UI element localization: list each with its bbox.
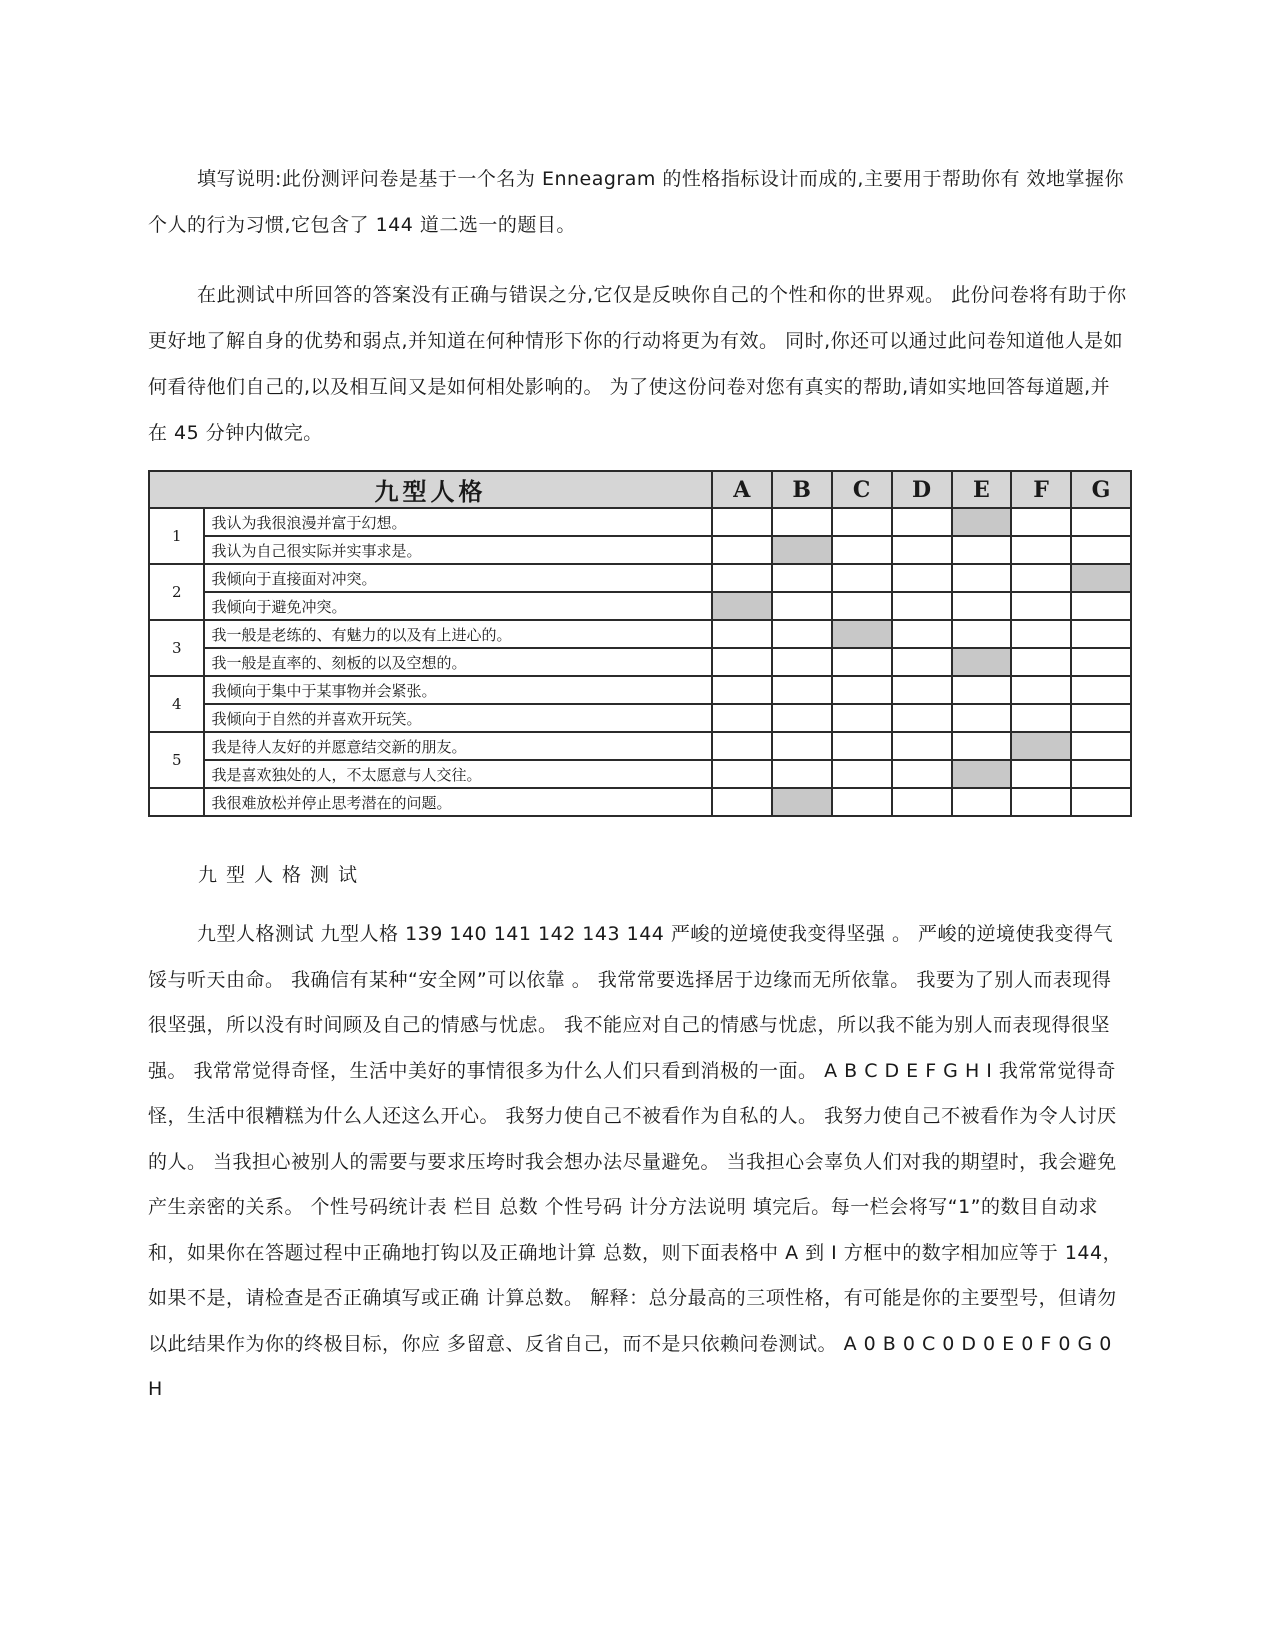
table-row bbox=[149, 648, 1131, 676]
answer-cell-d bbox=[892, 732, 952, 760]
statement-cell: 我倾向于集中于某事物并会紧张。 bbox=[204, 676, 711, 704]
instructions-paragraph: 填写说明:此份测评问卷是基于一个名为 Enneagram 的性格指标设计而成的,主要用于帮助你有 效地掌握你个人的行为习惯,它包含了 144 道二选一的题目。 bbox=[148, 168, 1125, 236]
answer-cell-d bbox=[892, 676, 952, 704]
answer-cell-c bbox=[832, 732, 892, 760]
answer-cell-e bbox=[952, 732, 1012, 760]
statement-cell: 我一般是直率的、刻板的以及空想的。 bbox=[204, 648, 711, 676]
section-heading: 九型人格测试 bbox=[198, 864, 367, 886]
statement-cell: 我倾向于避免冲突。 bbox=[204, 592, 711, 620]
answer-cell-b bbox=[772, 676, 832, 704]
answer-cell-b bbox=[772, 760, 832, 788]
answer-cell-d bbox=[892, 592, 952, 620]
answer-cell-g bbox=[1071, 592, 1131, 620]
answer-cell-f bbox=[1011, 704, 1071, 732]
answer-cell-c bbox=[832, 648, 892, 676]
answer-cell-c bbox=[832, 704, 892, 732]
worksheet-table bbox=[148, 470, 1132, 817]
answer-cell-e bbox=[952, 620, 1012, 648]
answer-cell-b bbox=[772, 704, 832, 732]
statement-cell: 我认为自己很实际并实事求是。 bbox=[204, 536, 711, 564]
column-header-g: G bbox=[1071, 471, 1131, 508]
answer-cell-g bbox=[1071, 648, 1131, 676]
table-row bbox=[149, 732, 1131, 760]
answer-cell-f bbox=[1011, 788, 1071, 816]
table-row bbox=[149, 508, 1131, 536]
question-number: 5 bbox=[149, 732, 204, 788]
answer-cell-d bbox=[892, 648, 952, 676]
answer-cell-a bbox=[712, 508, 772, 536]
table-row bbox=[149, 536, 1131, 564]
answer-cell-b bbox=[772, 732, 832, 760]
table-row bbox=[149, 788, 1131, 816]
answer-cell-g bbox=[1071, 564, 1131, 592]
statement-cell: 我是喜欢独处的人，不太愿意与人交往。 bbox=[204, 760, 711, 788]
answer-cell-a bbox=[712, 536, 772, 564]
table-row bbox=[149, 564, 1131, 592]
disclaimer-paragraph: 在此测试中所回答的答案没有正确与错误之分,它仅是反映你自己的个性和你的世界观。 此份问卷将有助于你更好地了解自身的优势和弱点,并知道在何种情形下你的行动将更为有效。 同时,你还可以通过此问卷知道他人是如何看待他们自己的,以及相互间又是如何相处影响的。 为了使这份问卷对您有真实的帮助,请如实地回答每道题,并在 45 分钟内做完。 bbox=[148, 284, 1127, 444]
answer-cell-e bbox=[952, 536, 1012, 564]
worksheet-header-row bbox=[149, 471, 1131, 508]
answer-cell-b bbox=[772, 620, 832, 648]
statement-cell: 我认为我很浪漫并富于幻想。 bbox=[204, 508, 711, 536]
column-header-a: A bbox=[712, 471, 772, 508]
answer-cell-g bbox=[1071, 676, 1131, 704]
answer-cell-a bbox=[712, 704, 772, 732]
answer-cell-g bbox=[1071, 760, 1131, 788]
answer-cell-c bbox=[832, 536, 892, 564]
answer-cell-d bbox=[892, 536, 952, 564]
answer-cell-f bbox=[1011, 620, 1071, 648]
answer-cell-e bbox=[952, 648, 1012, 676]
answer-cell-c bbox=[832, 676, 892, 704]
table-row bbox=[149, 620, 1131, 648]
answer-cell-c bbox=[832, 508, 892, 536]
answer-cell-a bbox=[712, 648, 772, 676]
statement-cell: 我是待人友好的并愿意结交新的朋友。 bbox=[204, 732, 711, 760]
answer-cell-b bbox=[772, 564, 832, 592]
statement-cell: 我倾向于自然的并喜欢开玩笑。 bbox=[204, 704, 711, 732]
answer-cell-e bbox=[952, 704, 1012, 732]
table-row bbox=[149, 760, 1131, 788]
answer-cell-d bbox=[892, 760, 952, 788]
answer-cell-d bbox=[892, 788, 952, 816]
worksheet-title: 九型人格 bbox=[149, 471, 712, 508]
answer-cell-d bbox=[892, 564, 952, 592]
column-header-e: E bbox=[952, 471, 1012, 508]
answer-cell-c bbox=[832, 620, 892, 648]
answer-cell-a bbox=[712, 788, 772, 816]
column-header-b: B bbox=[772, 471, 832, 508]
answer-cell-a bbox=[712, 732, 772, 760]
answer-cell-e bbox=[952, 676, 1012, 704]
answer-cell-b bbox=[772, 648, 832, 676]
answer-cell-d bbox=[892, 508, 952, 536]
answer-cell-g bbox=[1071, 704, 1131, 732]
answer-cell-g bbox=[1071, 732, 1131, 760]
statement-cell: 我一般是老练的、有魅力的以及有上进心的。 bbox=[204, 620, 711, 648]
statement-cell: 我很难放松并停止思考潜在的问题。 bbox=[204, 788, 711, 816]
answer-cell-c bbox=[832, 564, 892, 592]
question-number bbox=[149, 788, 204, 816]
table-row bbox=[149, 676, 1131, 704]
answer-cell-f bbox=[1011, 536, 1071, 564]
column-header-d: D bbox=[892, 471, 952, 508]
answer-cell-b bbox=[772, 536, 832, 564]
body-text: 九型人格测试 九型人格 139 140 141 142 143 144 严峻的逆境使我变得坚强 。 严峻的逆境使我变得气馁与听天由命。 我确信有某种“安全网”可以依靠 。 我常常要选择居于边缘而无所依靠。 我要为了别人而表现得很坚强，所以没有时间顾及自己的情感与忧虑。 我不能应对自己的情感与忧虑，所以我不能为别人而表现得很坚强。 我常常觉得奇怪，生活中美好的事情很多为什么人们只看到消极的一面。 A B C D E F G H I 我常常觉得奇怪，生活中很糟糕为什么人还这么开心。 我努力使自己不被看作为自私的人。 我努力使自己不被看作为令人讨厌的人。 当我担心被别人的需要与要求压垮时我会想办法尽量避免。 当我担心会辜负人们对我的期望时，我会避免产生亲密的关系。 个性号码统计表 栏目 总数 个性号码 计分方法说明 填完后。每一栏会将写“1”的数目自动求和，如果你在答题过程中正确地打钩以及正确地计算 总数，则下面表格中 A 到 I 方框中的数字相加应等于 144，如果不是，请检查是否正确填写或正确 计算总数。 解释：总分最高的三项性格，有可能是你的主要型号，但请勿以此结果作为你的终极目标，你应 多留意、反省自己，而不是只依赖问卷测试。 A 0 B 0 C 0 D 0 E 0 F 0 G 0 H bbox=[148, 923, 1123, 1400]
question-number: 1 bbox=[149, 508, 204, 564]
answer-cell-f bbox=[1011, 676, 1071, 704]
answer-cell-a bbox=[712, 564, 772, 592]
answer-cell-g bbox=[1071, 536, 1131, 564]
answer-cell-b bbox=[772, 788, 832, 816]
statement-cell: 我倾向于直接面对冲突。 bbox=[204, 564, 711, 592]
answer-cell-g bbox=[1071, 788, 1131, 816]
answer-cell-f bbox=[1011, 648, 1071, 676]
answer-cell-e bbox=[952, 508, 1012, 536]
question-number: 2 bbox=[149, 564, 204, 620]
answer-cell-g bbox=[1071, 620, 1131, 648]
answer-cell-d bbox=[892, 620, 952, 648]
answer-cell-e bbox=[952, 760, 1012, 788]
answer-cell-e bbox=[952, 564, 1012, 592]
column-header-c: C bbox=[832, 471, 892, 508]
answer-cell-a bbox=[712, 676, 772, 704]
answer-cell-g bbox=[1071, 508, 1131, 536]
answer-cell-f bbox=[1011, 564, 1071, 592]
enneagram-worksheet-image bbox=[148, 470, 1132, 812]
answer-cell-e bbox=[952, 592, 1012, 620]
answer-cell-b bbox=[772, 592, 832, 620]
answer-cell-e bbox=[952, 788, 1012, 816]
answer-cell-b bbox=[772, 508, 832, 536]
table-row bbox=[149, 704, 1131, 732]
table-row bbox=[149, 592, 1131, 620]
answer-cell-a bbox=[712, 760, 772, 788]
answer-cell-a bbox=[712, 620, 772, 648]
answer-cell-d bbox=[892, 704, 952, 732]
answer-cell-c bbox=[832, 592, 892, 620]
question-number: 3 bbox=[149, 620, 204, 676]
answer-cell-f bbox=[1011, 508, 1071, 536]
answer-cell-c bbox=[832, 760, 892, 788]
answer-cell-f bbox=[1011, 592, 1071, 620]
question-number: 4 bbox=[149, 676, 204, 732]
answer-cell-c bbox=[832, 788, 892, 816]
answer-cell-a bbox=[712, 592, 772, 620]
column-header-f: F bbox=[1011, 471, 1071, 508]
answer-cell-f bbox=[1011, 732, 1071, 760]
answer-cell-f bbox=[1011, 760, 1071, 788]
